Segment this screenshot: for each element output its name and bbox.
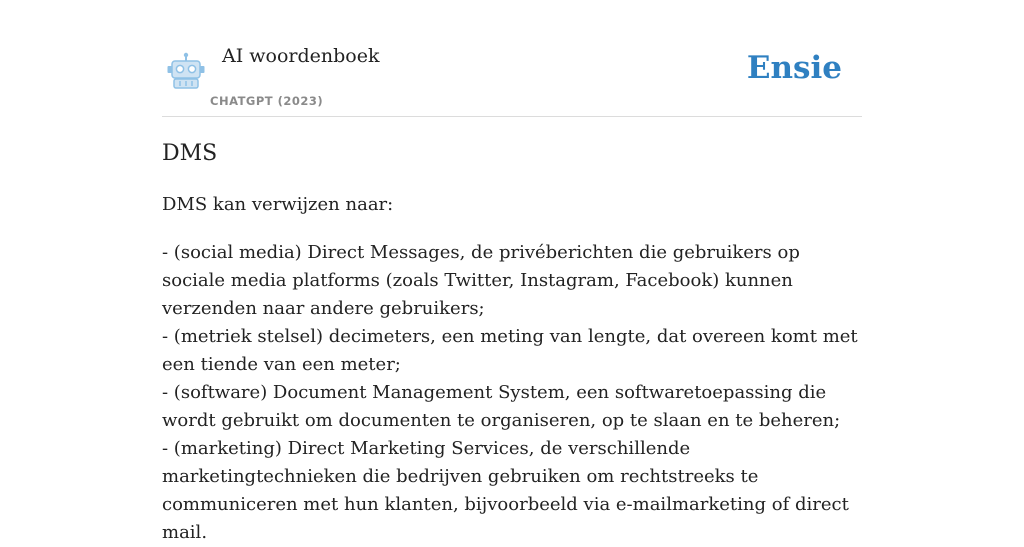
- headword: DMS: [162, 141, 218, 166]
- ensie-logo[interactable]: Ensie: [746, 50, 842, 86]
- source-label: CHATGPT (2023): [210, 94, 324, 108]
- definition-item: - (software) Document Management System, een softwaretoepassing die wordt gebruikt om documenten te organiseren, op te slaan en te beheren;: [162, 382, 841, 431]
- intro-text: DMS kan verwijzen naar:: [162, 194, 394, 215]
- dictionary-title[interactable]: AI woordenboek: [222, 45, 380, 67]
- definition-item: - (marketing) Direct Marketing Services, de verschillende marketingtechnieken die bedrijven gebruiken om rechtstreeks te communiceren met hun klanten, bijvoorbeeld via e-mailmarketing of direct mail.: [162, 438, 849, 543]
- definition-list: [162, 239, 867, 547]
- definition-item: - (social media) Direct Messages, de privéberichten die gebruikers op sociale media platforms (zoals Twitter, Instagram, Facebook) kunnen verzenden naar andere gebruikers;: [162, 242, 800, 319]
- definition-item: - (metriek stelsel) decimeters, een meting van lengte, dat overeen komt met een tiende van een meter;: [162, 326, 858, 375]
- robot-icon: [166, 52, 206, 90]
- header: [162, 0, 862, 117]
